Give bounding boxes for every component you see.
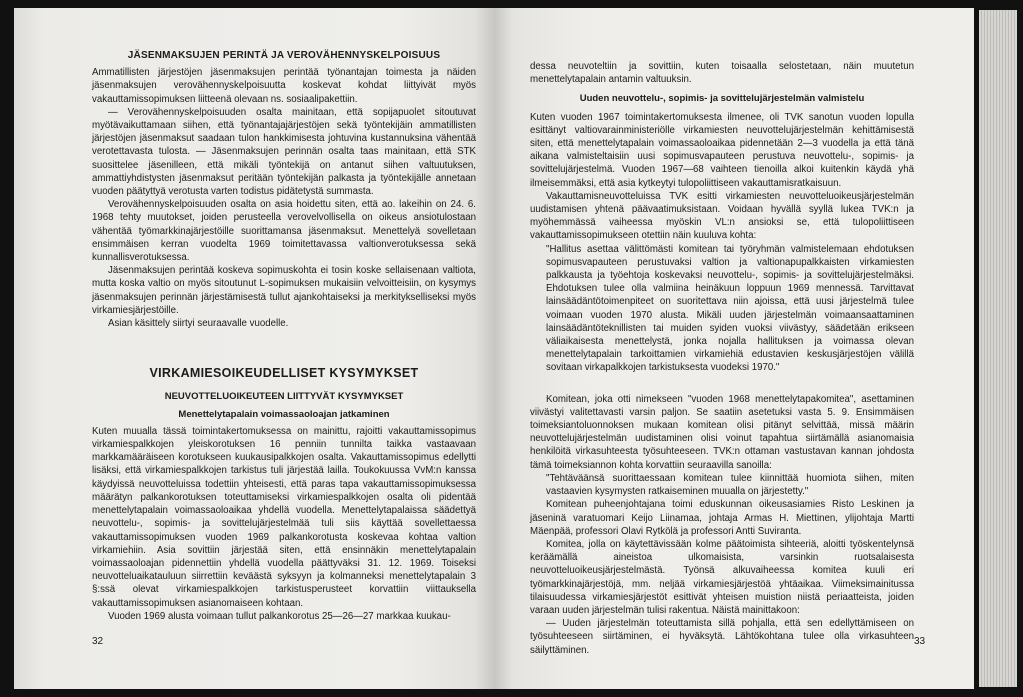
page-number: 33 (914, 636, 926, 647)
left-page (14, 8, 494, 689)
paragraph: Ammatillisten järjestöjen jäsenmaksujen perintää työnantajan toimesta ja näiden jäsenmaksujen verovähennyskelpoisuutta koskevat kohdat liittyivät myös vakauttamissopimuksen liitteenä olevaan ns. sosiaalipakettiin. (92, 67, 476, 105)
paragraph: Kuten muualla tässä toimintakertomuksessa on mainittu, rajoitti vakauttamissopimus virkamiespalkkojen yleiskorotuksen 16 penniin tunnilta taikka vastaavaan markkamääräiseen korotukseen kuukausipalkkojen osalta. Vakauttamissopimus edellytti lisäksi, että virkamiespalkkojen tarkistus tuli järjestää lailla. Toukokuussa VvM:n kanssa käydyissä neuvotteluissa todettiin yhteisesti, että paras tapa vakauttamissopimuksessa määrätyn palkankorotuksen toteuttamiseksi virkamiespalkkojen osalta oli pidentää menettelytapalain voimassaoloaikaa yhdellä vuodella. Menettelytapalaissa säädettyä neuvottelu-, sopimis- ja sovittelujärjestelmää tuli siis käyttää sovellettaessa vakauttamissopimuksen vuoden 1969 palkankorotusta koskevaa kohtaa valtion virkamiehiin. Asia sovittiin järjestää siten, että ensinnäkin menettelytapalain voimassaoloajan pidennettiin yhdellä vuodella päättyväksi 31. 12. 1969. Toiseksi neuvotteluaikatauluun siirrettiin keväästä syksyyn ja kolmanneksi menettelytapalain 3 §:ssä olevat virkamiespalkkojen tarkistusperusteet korvattiin viittauksella vakauttamissopimuksen asianomaiseen kohtaan. (92, 425, 476, 609)
spacer (530, 375, 914, 393)
right-page (494, 8, 974, 689)
paragraph: Komitean, joka otti nimekseen "vuoden 1968 menettelytapakomitea", asettaminen viivästyi valitettavasti varsin paljon. Se saatiin asetetuksi vasta 5. 9. Ensimmäisen toimeksiantoluonnoksen mukaan komitean olisi pitänyt selvittää, missä määrin neuvottelujärjestelmän uudistaminen olisi voinut tapahtua siirtämällä asianomaisia henkilöitä virkasuhteesta työsuhteeseen. TVK:n ottaman vastustavan kannan johdosta tämä toimeksiannon kohta korvattiin seuraavilla sanoilla: (530, 393, 914, 471)
paragraph: dessa neuvoteltiin ja sovittiin, kuten toisaalla selostetaan, näin muutetun menettelytapalain antamin valtuuksin. (530, 61, 914, 86)
subsection-heading: Menettelytapalain voimassaoloajan jatkaminen (178, 408, 390, 420)
paragraph: Komitea, jolla on käytettävissään kolme päätoimista sihteeriä, aloitti työskentelynsä keräämällä aineistoa ulkomaisista, varsinkin ruotsalaisesta neuvotteluoikeusjärjestelmästä. Työnsä alkuvaiheessa komitea kuuli eri työmarkkinajärjestöjä, mm. neljää virkamiesjärjestöä yhtäaikaa. Viimeksimainitussa tilaisuudessa virkamiesjärjestöt esittivät yhteisen muistion niistä periaatteista, joiden varaan uuden järjestelmän tulisi rakentua. Näistä mainittakoon: (530, 538, 914, 616)
paragraph: — Verovähennyskelpoisuuden osalta mainitaan, että sopijapuolet sitoutuvat myötävaikuttamaan siihen, että työnantajajärjestöjen sekä työntekijäin ammatillisten järjestöjen jäsenmaksut saadaan tulon hankkimisesta johtuvina kustannuksina vähentää verotettavasta tulosta. — Jäsenmaksujen perinnän osalta taas mainitaan, että STK suosittelee jäsenilleen, että mikäli työntekijä on antanut siihen valtuutuksen, ammattiyhdistysten jäsenmaksut peritään työntekijän palkasta ja työntekijälle annetaan vuoden päätyttyä verotusta varten todistus pidätetystä summasta. (92, 106, 476, 198)
left-page-text (92, 49, 476, 623)
paragraph: Jäsenmaksujen perintää koskeva sopimuskohta ei tosin koske sellaisenaan valtiota, mutta koska valtio on myös sitoutunut L-sopimuksen mukaisiin velvoitteisiin, on kysymys jäsenmaksujen perinnän järjestämisestä tullut ajankohtaiseksi ja merkitykselliseksi myös virkamiesjärjestöille. (92, 265, 476, 316)
section-heading: JÄSENMAKSUJEN PERINTÄ JA VEROVÄHENNYSKELPOISUUS (127, 50, 441, 61)
paragraph: Verovähennyskelpoisuuden osalta on asia hoidettu siten, että ao. lakeihin on 24. 6. 1968 tehty muutokset, joiden perusteella verovelvollisella on oikeus ansiotulostaan vähentää työmarkkinajärjestöille suorittamansa jäsenmaksut. Menettelyä sovelletaan ensimmäisen kerran vuodelta 1969 toimitettavassa valtionverotuksessa sekä kunnallisverotuksessa. (92, 199, 476, 264)
right-page-text (530, 60, 914, 657)
section-heading: NEUVOTTELUOIKEUTEEN LIITTYVÄT KYSYMYKSET (164, 391, 404, 403)
page-number: 32 (92, 636, 104, 647)
paragraph: Asian käsittely siirtyi seuraavalle vuodelle. (108, 318, 289, 330)
paragraph: Komitean puheenjohtajana toimi eduskunnan oikeusasiamies Risto Leskinen ja jäseninä varatuomari Keijo Liinamaa, johtaja Armas H. Miettinen, ylijohtaja Martti Mäenpää, professori Olavi Rytkölä ja professori Antti Suviranta. (530, 499, 914, 537)
quotation: "Tehtäväänsä suorittaessaan komitean tulee kiinnittää huomiota siihen, miten vastaavien kysymysten ratkaiseminen muualla on järjestetty." (546, 472, 914, 498)
paragraph: Vuoden 1969 alusta voimaan tullut palkankorotus 25—26—27 markkaa kuukau- (108, 610, 451, 622)
chapter-heading: VIRKAMIESOIKEUDELLISET KYSYMYKSET (149, 366, 419, 381)
paragraph: Vakauttamisneuvotteluissa TVK esitti virkamiesten neuvotteluoikeusjärjestelmän uudistamisen yhtenä päävaatimuksistaan. Voidaan hyvällä syyllä lukea TVK:n ja myöhemmässä vaiheessa myöskin VL:n ansioksi se, että tulopoliittiseen vakauttamissopimukseen otettiin näin kuuluva kohta: (530, 190, 914, 242)
quotation: "Hallitus asettaa välittömästi komitean tai työryhmän valmistelemaan ehdotuksen sopimusvapauteen perustuvaksi valtion ja valtionapupalkkaisten virkamiesten palkkausta ja työehtoja koskevaksi neuvottelu-, sopimis- ja sovittelujärjestelmäksi. Ehdotuksen tulee olla valmiina heinäkuun loppuun 1969 mennessä. Tarvittavat lainsäädäntötoimenpiteet on suoritettava niin ajoissa, että uusi järjestelmä tulee voimaan vuoden 1970 alusta. Mikäli uuden järjestelmän voimaansaattaminen lainsäädäntöteknillisten tai muiden syiden vuoksi viivästyy, säädetään erikseen väliaikaisesta menettelystä, jonka nojalla hallituksen ja voimassa olevan menettelytapalain tarkoittamien virkamiehiä edustavien keskusjärjestöjen välillä sovitaan virkapalkkojen tarkistuksesta vuodeksi 1970." (546, 243, 914, 374)
paragraph: — Uuden järjestelmän toteuttamista sillä pohjalla, että sen edellyttämiseen on työsuhteeseen siirtäminen, ei hyväksytä. Lähtökohtana tulee olla virkasuhteen säilyttäminen. (530, 618, 914, 656)
paragraph: Kuten vuoden 1967 toimintakertomuksesta ilmenee, oli TVK sanotun vuoden lopulla esittänyt valtiovarainministeriölle virkamiesten neuvottelujärjestelmän kehittämisestä siten, että menettelytapalain voimassaoloaikaa pidennetään 2—3 vuodella ja että tänä aikana valmisteltaisiin uusi sopimusvapauteen perustuva neuvottelu-, sopimis- ja sovittelujärjestelmä. Vuoden 1967—68 vaihteen tienoilla alkoi kuitenkin käydä yhä ilmeisemmäksi, että asia kytkeytyi tulopoliittiseen vakauttamisratkaisuun. (530, 111, 914, 189)
subsection-heading: Uuden neuvottelu-, sopimis- ja sovittelujärjestelmän valmistelu (579, 93, 865, 105)
page-stack-edge (979, 10, 1017, 687)
